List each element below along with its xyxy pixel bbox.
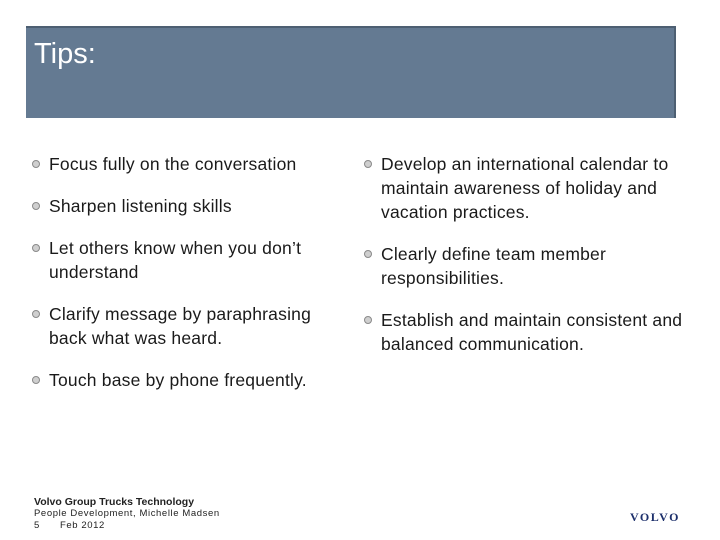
left-bullet-list: [30, 152, 340, 392]
page-number: 5: [34, 520, 40, 531]
bullet-text: Establish and maintain consistent and balanced communication.: [381, 310, 683, 354]
bullet-icon: [364, 250, 372, 258]
bullet-item: [30, 302, 340, 350]
bullet-item: [362, 242, 692, 290]
bullet-text: Develop an international calendar to maintain awareness of holiday and vacation practices.: [381, 154, 669, 222]
bullet-icon: [32, 160, 40, 168]
bullet-text: Focus fully on the conversation: [49, 154, 297, 174]
bullet-item: [362, 152, 692, 224]
left-bullet-column: [30, 152, 340, 392]
bullet-item: [30, 368, 340, 392]
bullet-text: Sharpen listening skills: [49, 196, 232, 216]
bullet-item: [30, 236, 340, 284]
footer-page-date: [34, 520, 220, 532]
bullet-item: [362, 308, 692, 356]
bullet-text: Clearly define team member responsibilities.: [381, 244, 607, 288]
bullet-icon: [364, 316, 372, 324]
bullet-item: [30, 194, 340, 218]
title-bar: [26, 26, 676, 118]
bullet-item: [30, 152, 340, 176]
bullet-icon: [32, 202, 40, 210]
footer-dept: People Development, Michelle Madsen: [34, 508, 220, 519]
volvo-logo: VOLVO: [630, 510, 680, 524]
bullet-text: Let others know when you don’t understand: [49, 238, 302, 282]
slide-title: Tips:: [34, 38, 96, 70]
footer: [34, 496, 220, 532]
footer-date: Feb 2012: [60, 520, 105, 531]
bullet-icon: [32, 244, 40, 252]
bullet-text: Touch base by phone frequently.: [49, 370, 307, 390]
bullet-icon: [364, 160, 372, 168]
footer-org: Volvo Group Trucks Technology: [34, 496, 195, 508]
right-bullet-list: [362, 152, 692, 356]
bullet-icon: [32, 310, 40, 318]
bullet-icon: [32, 376, 40, 384]
right-bullet-column: [362, 152, 692, 356]
bullet-text: Clarify message by paraphrasing back what was heard.: [49, 304, 312, 348]
